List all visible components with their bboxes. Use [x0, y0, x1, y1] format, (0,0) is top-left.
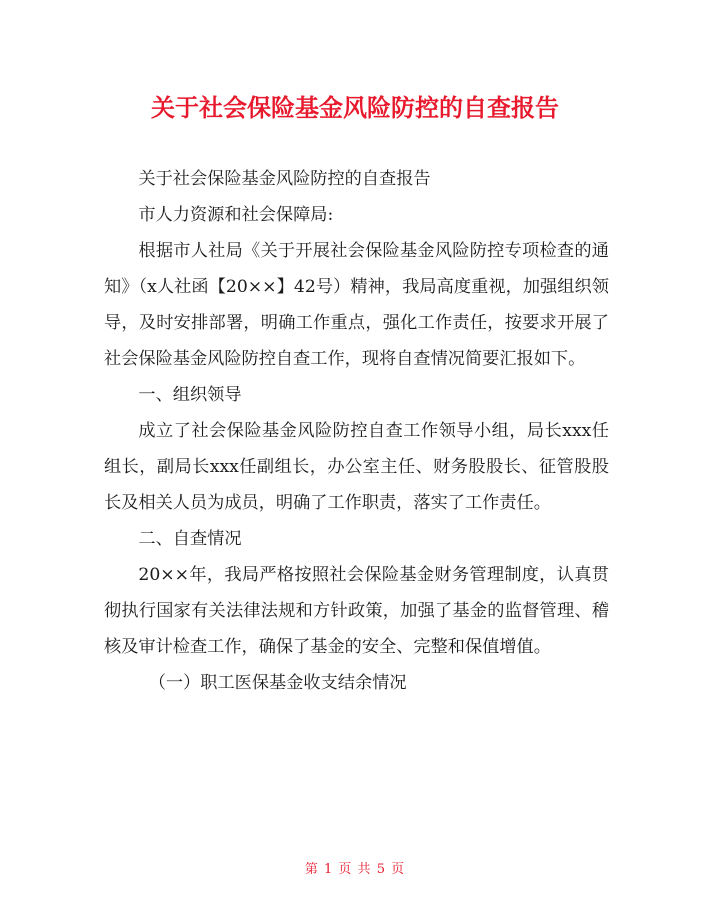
document-body	[104, 161, 609, 701]
paragraph-self-inspection: 20××年，我局严格按照社会保险基金财务管理制度，认真贯彻执行国家有关法律法规和方针政策，加强了基金的监督管理、稽核及审计检查工作，确保了基金的安全、完整和保值增值。	[104, 565, 609, 657]
section-heading-organization: 一、组织领导	[138, 385, 242, 405]
subsection-heading-medical-fund: （一）职工医保基金收支结余情况	[148, 673, 407, 693]
paragraph-heading: 关于社会保险基金风险防控的自查报告	[138, 169, 431, 189]
paragraph-intro: 根据市人社局《关于开展社会保险基金风险防控专项检查的通知》（x人社函【20××】42号）精神，我局高度重视，加强组织领导，及时安排部署，明确工作重点，强化工作责任，按要求开展了社会保险基金风险防控自查工作，现将自查情况简要汇报如下。	[104, 241, 609, 369]
page-number-footer: 第 1 页 共 5 页	[304, 862, 406, 877]
document-title: 关于社会保险基金风险防控的自查报告	[151, 94, 559, 122]
paragraph-organization: 成立了社会保险基金风险防控自查工作领导小组，局长xxx任组长，副局长xxx任副组长，办公室主任、财务股股长、征管股股长及相关人员为成员，明确了工作职责，落实了工作责任。	[104, 421, 609, 513]
paragraph-addressee: 市人力资源和社会保障局:	[138, 205, 334, 225]
section-heading-self-inspection: 二、自查情况	[138, 529, 242, 549]
